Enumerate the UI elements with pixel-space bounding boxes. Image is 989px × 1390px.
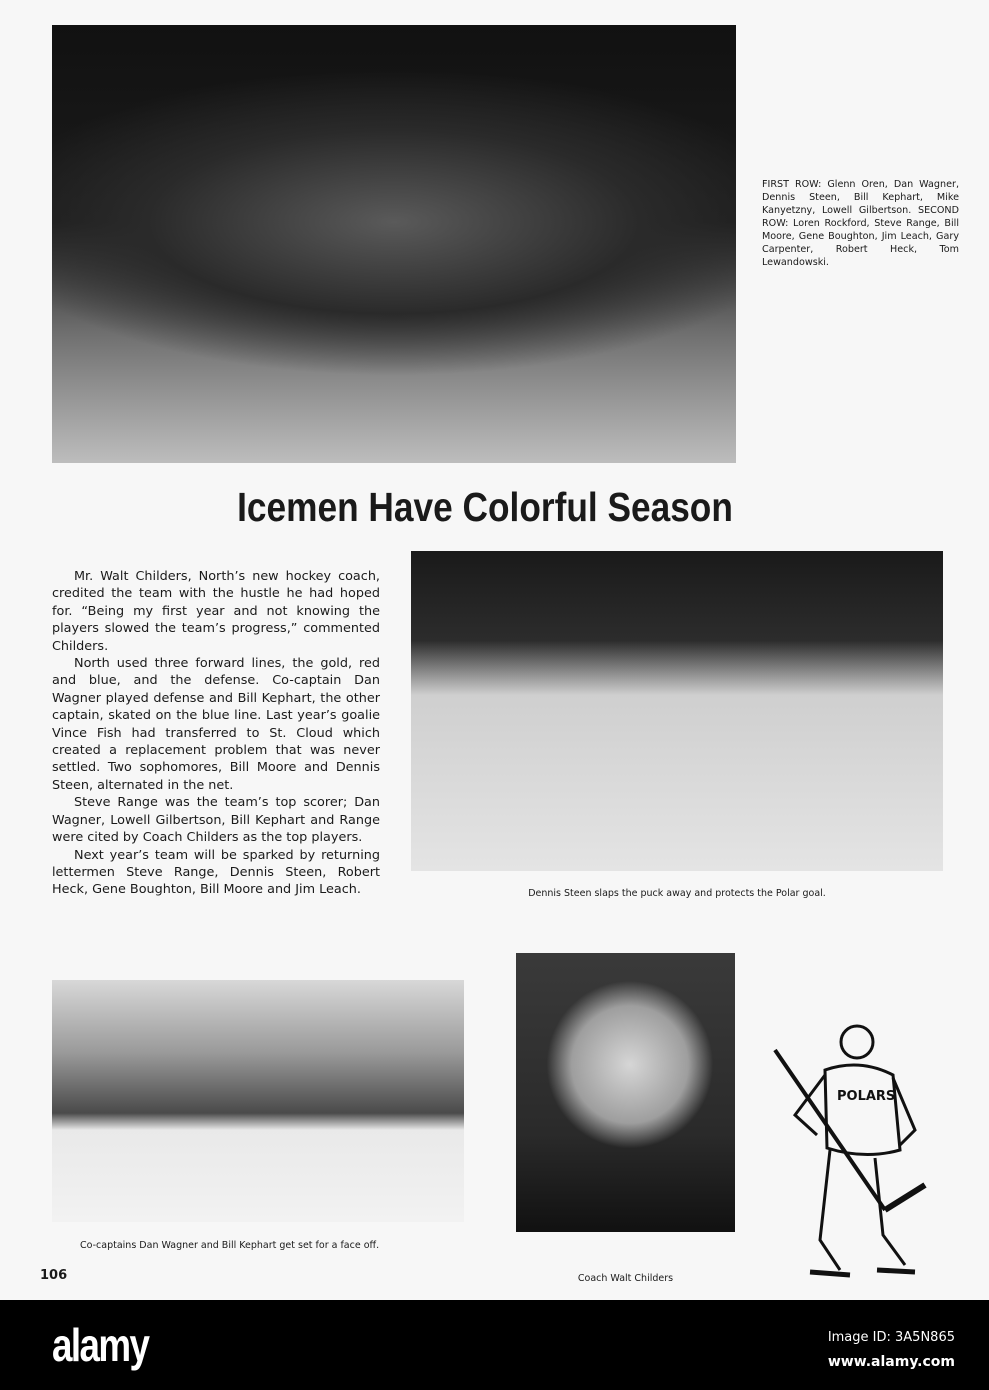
image-id: Image ID: 3A5N865: [827, 1330, 955, 1345]
faceoff-photo-caption: Co-captains Dan Wagner and Bill Kephart get set for a face off.: [80, 1240, 380, 1251]
team-photo: [52, 25, 736, 463]
coach-photo: [516, 953, 735, 1232]
article-paragraph: Next year’s team will be sparked by returning lettermen Steve Range, Dennis Steen, Robert Heck, Gene Boughton, Bill Moore and Jim Leach.: [52, 847, 380, 898]
action-photo-caption: Dennis Steen slaps the puck away and protects the Polar goal.: [528, 888, 826, 899]
article-paragraph: North used three forward lines, the gold, red and blue, and the defense. Co-captain Dan Wagner played defense and Bill Kephart, the other captain, skated on the blue line. Last year’s goalie Vince Fish had transferred to St. Cloud which created a replacement problem that was never settled. Two sophomores, Bill Moore and Dennis Steen, alternated in the net.: [52, 656, 380, 793]
article-title: Icemen Have Colorful Season: [237, 484, 733, 530]
watermark-bar: [0, 1300, 989, 1390]
page-number: 106: [40, 1268, 68, 1283]
article-body: [52, 568, 380, 899]
faceoff-photo: [52, 980, 464, 1222]
mascot-jersey-text: POLARS: [837, 1089, 896, 1104]
team-photo-caption: FIRST ROW: Glenn Oren, Dan Wagner, Dennis Steen, Bill Kephart, Mike Kanyetzny, Lowell Gilbertson. SECOND ROW: Loren Rockford, Steve Range, Bill Moore, Gene Boughton, Jim Leach, Gary Carpenter, Robert Heck, Tom Lewandowski.: [762, 179, 959, 268]
alamy-logo: alamy: [52, 1319, 149, 1371]
coach-photo-caption: Coach Walt Childers: [577, 1273, 674, 1284]
polar-mascot-drawing: [765, 1020, 935, 1288]
website-link[interactable]: www.alamy.com: [827, 1354, 955, 1370]
article-paragraph: Mr. Walt Childers, North’s new hockey coach, credited the team with the hustle he had hoped for. “Being my first year and not knowing the players slowed the team’s progress,” commented Childers.: [52, 569, 380, 654]
article-paragraph: Steve Range was the team’s top scorer; Dan Wagner, Lowell Gilbertson, Bill Kephart and Range were cited by Coach Childers as the top players.: [52, 795, 380, 846]
action-photo: [411, 551, 943, 871]
